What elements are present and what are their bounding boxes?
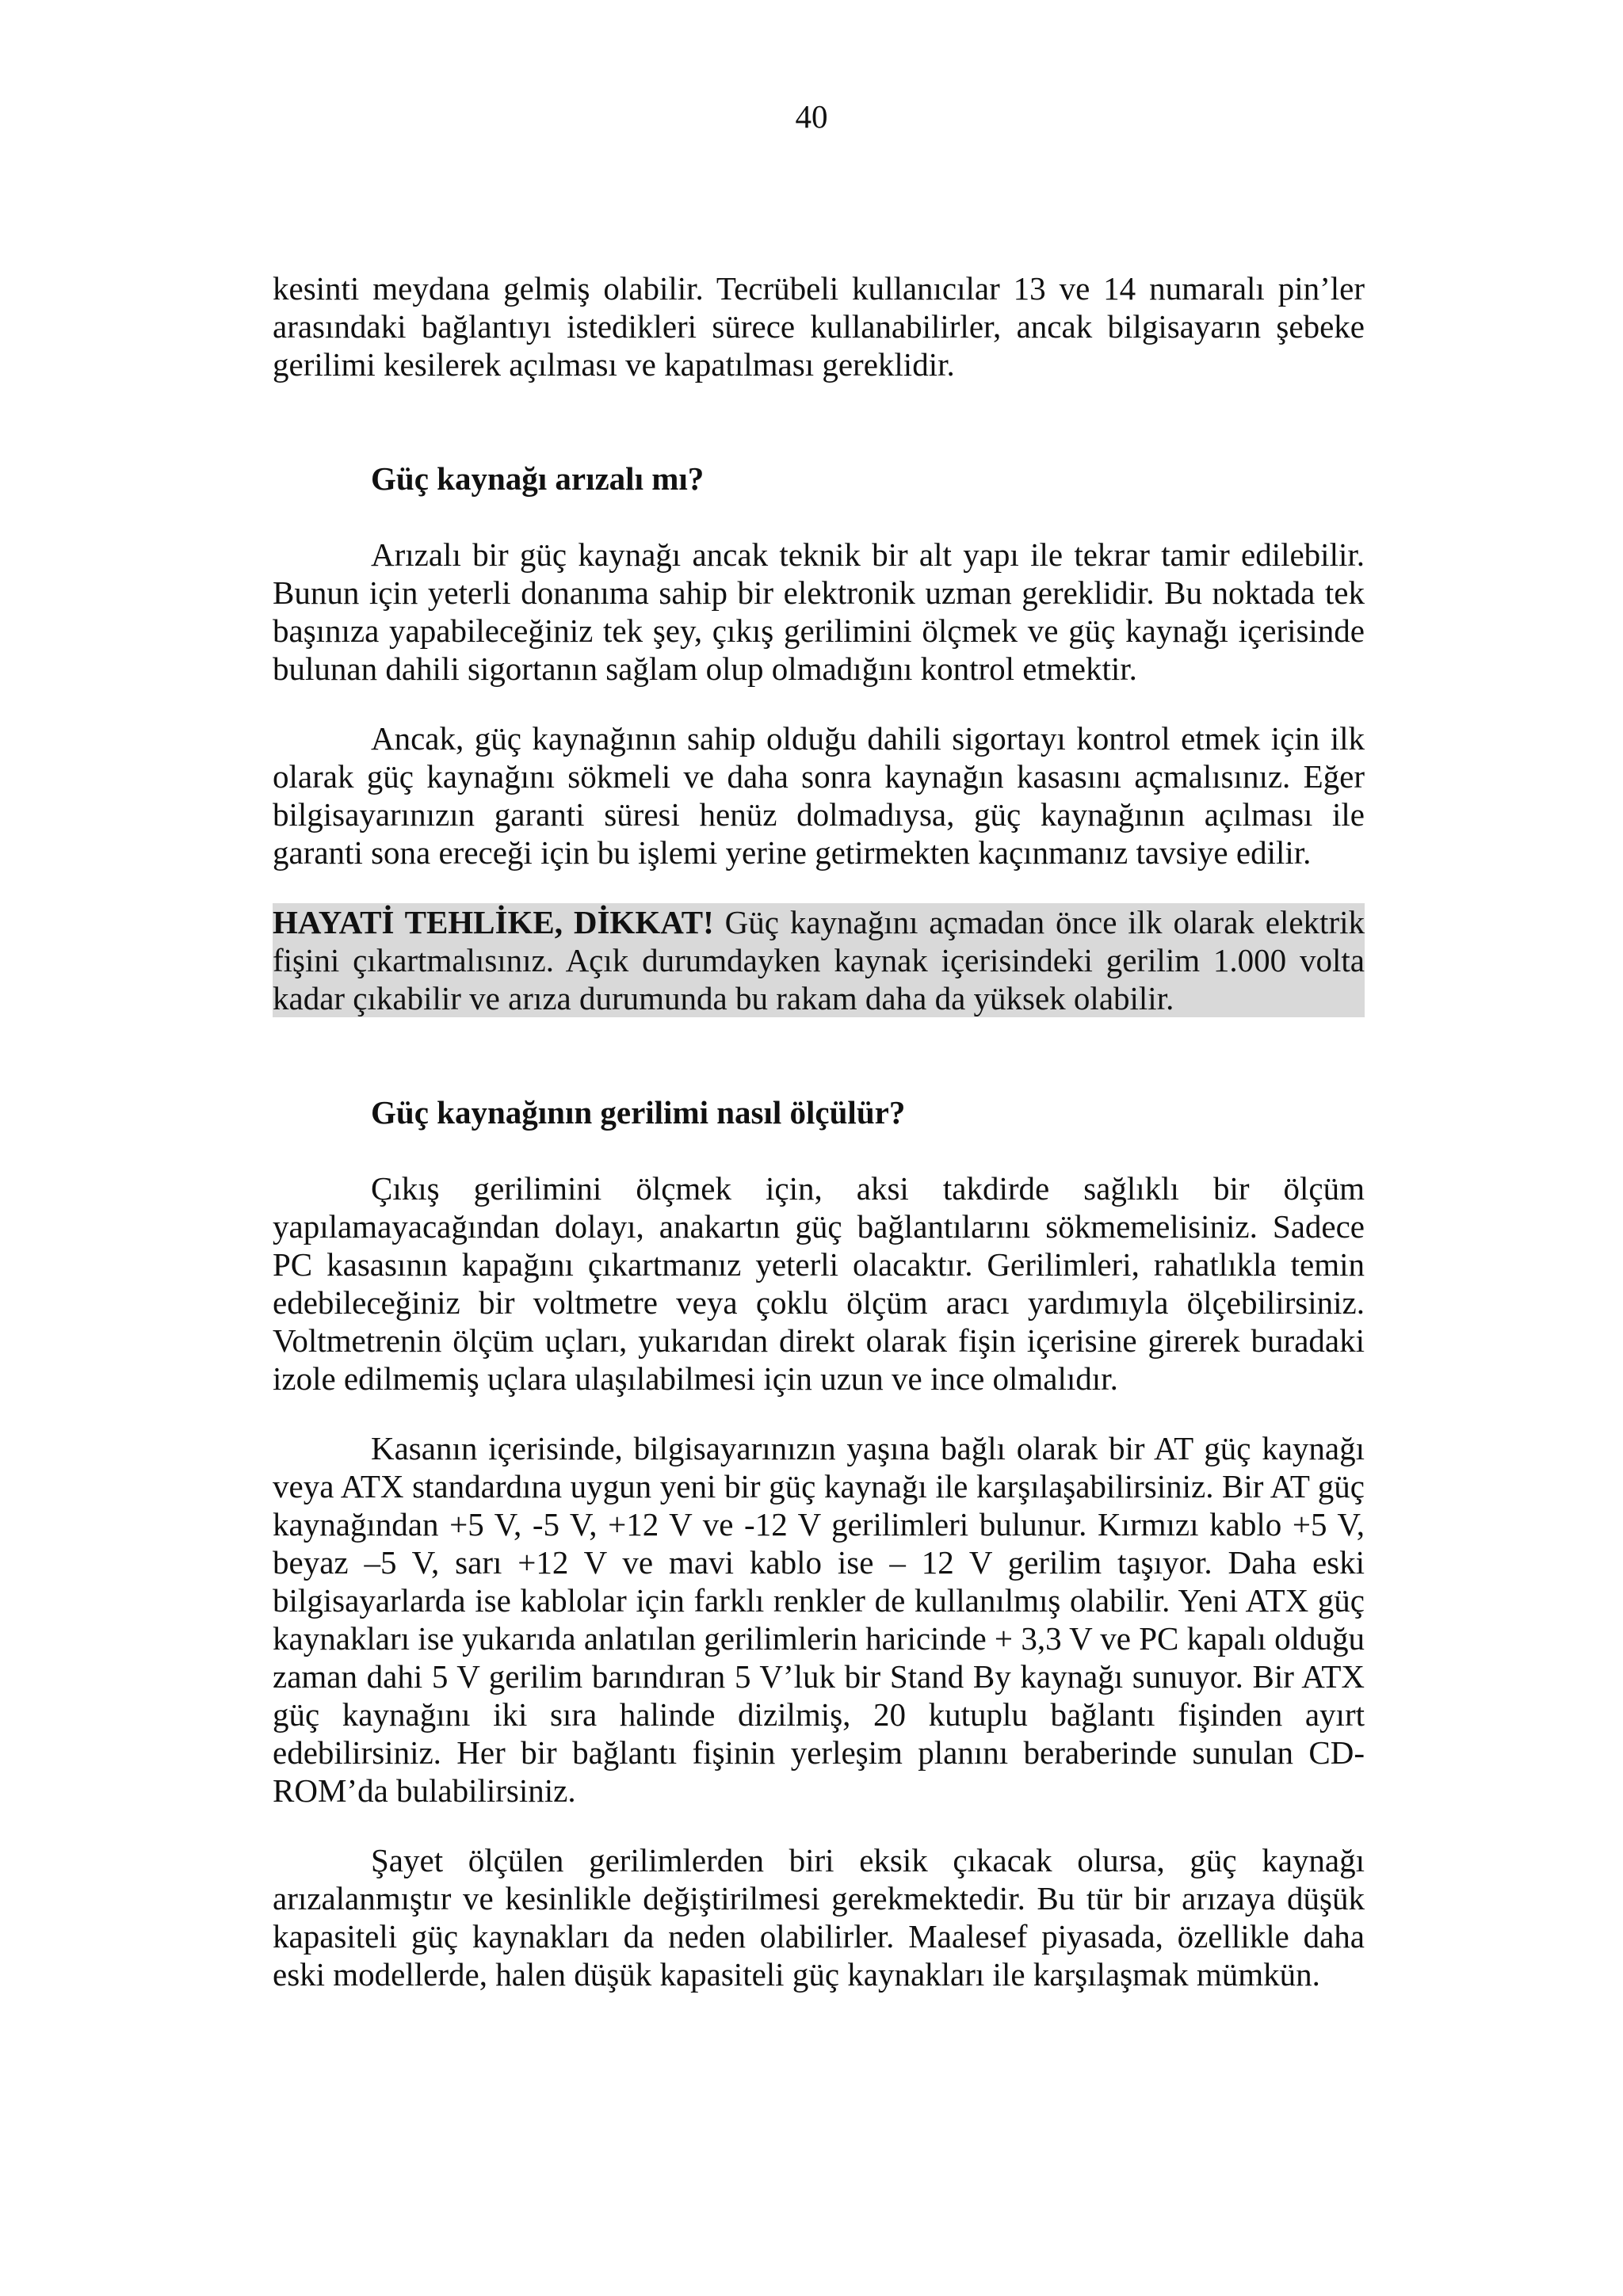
warning-box	[273, 903, 1365, 1017]
paragraph-measurement: Çıkış gerilimini ölçmek için, aksi takdirde sağlıklı bir ölçüm yapılamayacağından dolayı, anakartın güç bağlantılarını sökmemelisiniz. Sadece PC kasasının kapağını çıkartmanız yeterli olacaktır. Gerilimleri, rahatlıkla temin edebileceğiniz bir voltmetre veya çoklu ölçüm aracı yardımıyla ölçebilirsiniz. Voltmetrenin ölçüm uçları, yukarıdan direkt olarak fişin içerisine girerek buradaki izole edilmemiş uçlara ulaşılabilmesi için uzun ve ince olmalıdır.	[273, 1170, 1365, 1397]
paragraph-repair: Arızalı bir güç kaynağı ancak teknik bir alt yapı ile tekrar tamir edilebilir. Bunun için yeterli donanıma sahip bir elektronik uzman gereklidir. Bu noktada tek başınıza yapabileceğiniz tek şey, çıkış gerilimini ölçmek ve güç kaynağı içerisinde bulunan dahili sigortanın sağlam olup olmadığını kontrol etmektir.	[273, 536, 1365, 687]
paragraph-continuation: kesinti meydana gelmiş olabilir. Tecrübeli kullanıcılar 13 ve 14 numaralı pin’ler arasındaki bağlantıyı istedikleri sürece kullanabilirler, ancak bilgisayarın şebeke gerilimi kesilerek açılması ve kapatılması gereklidir.	[273, 270, 1365, 383]
spacer	[273, 688, 1365, 719]
warning-title: HAYATİ TEHLİKE, DİKKAT!	[273, 904, 714, 940]
page-body	[273, 269, 1365, 1993]
warning-text: Güç kaynağını açmadan önce ilk olarak elektrik fişini çıkartmalısınız. Açık durumdayken kaynak içerisindeki gerilim 1.000 volta kadar çıkabilir ve arıza durumunda bu rakam daha da yüksek olabilir.	[273, 904, 1365, 1016]
spacer	[273, 1131, 1365, 1169]
section-heading-measure-voltage: Güç kaynağının gerilimi nasıl ölçülür?	[371, 1094, 906, 1131]
spacer	[273, 871, 1365, 903]
spacer	[273, 1810, 1365, 1841]
spacer	[273, 498, 1365, 536]
paragraph-missing-voltage: Şayet ölçülen gerilimlerden biri eksik çıkacak olursa, güç kaynağı arızalanmıştır ve kesinlikle değiştirilmesi gerekmektedir. Bu tür bir arızaya düşük kapasiteli güç kaynakları da neden olabilirler. Maalesef piyasada, özellikle daha eski modellerde, halen düşük kapasiteli güç kaynakları ile karşılaşmak mümkün.	[273, 1842, 1365, 1993]
paragraph-at-atx: Kasanın içerisinde, bilgisayarınızın yaşına bağlı olarak bir AT güç kaynağı veya ATX standardına uygun yeni bir güç kaynağı ile karşılaşabilirsiniz. Bir AT güç kaynağından +5 V, -5 V, +12 V ve -12 V gerilimleri bulunur. Kırmızı kablo +5 V, beyaz –5 V, sarı +12 V ve mavi kablo ise – 12 V gerilim taşıyor. Daha eski bilgisayarlarda ise kablolar için farklı renkler de kullanılmış olabilir. Yeni ATX güç kaynakları ise yukarıda anlatılan gerilimlerin haricinde + 3,3 V ve PC kapalı olduğu zaman dahi 5 V gerilim barındıran 5 V’luk bir Stand By kaynağı sunuyor. Bir ATX güç kaynağını iki sıra halinde dizilmiş, 20 kutuplu bağlantı fişinden ayırt edebilirsiniz. Her bir bağlantı fişinin yerleşim planını beraberinde sunulan CD-ROM’da bulabilirsiniz.	[273, 1430, 1365, 1809]
section-heading-faulty-psu: Güç kaynağı arızalı mı?	[371, 460, 705, 497]
spacer	[273, 383, 1365, 460]
paragraph-fuse-check: Ancak, güç kaynağının sahip olduğu dahili sigortayı kontrol etmek için ilk olarak güç kaynağını sökmeli ve daha sonra kaynağın kasasını açmalısınız. Eğer bilgisayarınızın garanti süresi henüz dolmadıysa, güç kaynağının açılması ile garanti sona ereceği için bu işlemi yerine getirmekten kaçınmanız tavsiye edilir.	[273, 720, 1365, 871]
spacer	[273, 1398, 1365, 1429]
spacer	[273, 1017, 1365, 1093]
page-number: 40	[795, 98, 828, 135]
